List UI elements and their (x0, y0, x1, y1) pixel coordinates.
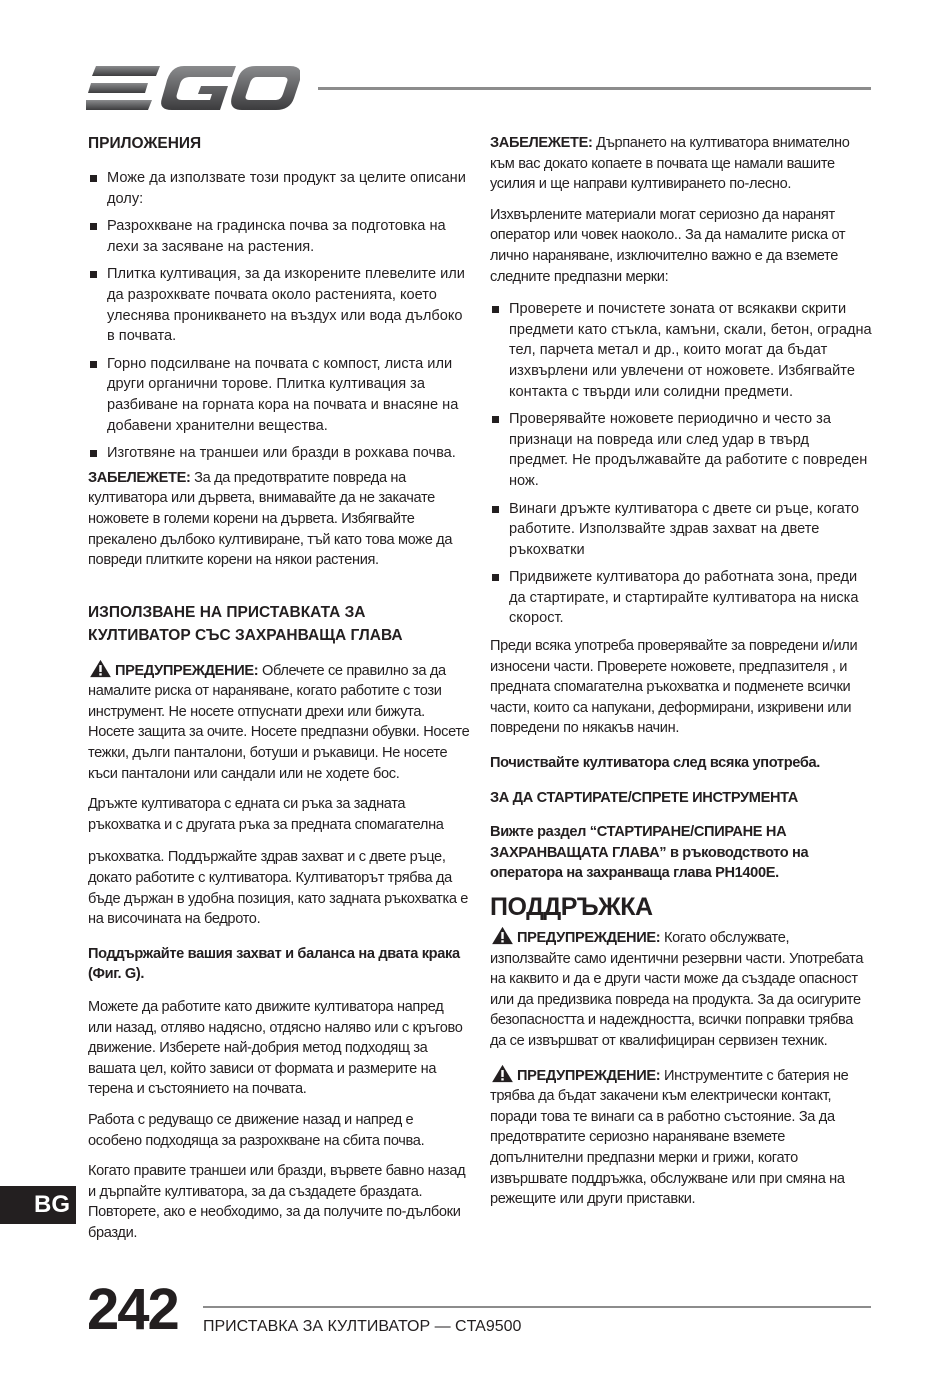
square-bullet-icon (492, 506, 499, 513)
section-heading-applications: ПРИЛОЖЕНИЯ (88, 135, 202, 152)
body-paragraph: Изхвърлените материали могат сериозно да наранят оператор или човек наоколо.. За да намалите риска от лично нараняване, изключително важно е да вземете следните предпазни мерки: (490, 206, 846, 285)
note-label: ЗАБЕЛЕЖЕТЕ: (490, 135, 593, 151)
list-item: Плитка култивация, за да изкорените плевелите или да разрохквате почвата около растенията, което улеснява проникването на въздух или вода дълбоко в почвата. (88, 264, 470, 346)
precautions-list (490, 299, 872, 629)
body-paragraph: Преди всяка употреба проверявайте за повредени и/или износени части. Проверете ножовете, предпазителя , и предната спомагателна ръкохватка и подменете всички части, които са напукани, деформирани, изкривени или повредени по някакъв начин. (490, 638, 858, 737)
square-bullet-icon (492, 574, 499, 581)
header-rule (318, 87, 871, 90)
list-item: Изготвяне на траншеи или бразди в рохкава почва. (88, 443, 470, 464)
page-number: 242 (87, 1277, 178, 1342)
ego-logo (86, 64, 300, 112)
body-paragraph: Когато правите траншеи или бразди, вървете бавно назад и дърпайте култиватора, за да създадете браздата. Повторете, ако е необходимо, за да получите по-дълбоки бразди. (88, 1163, 466, 1241)
list-item: Придвижете култиватора до работната зона, преди да стартирате, и стартирайте култиватора на ниска скорост. (490, 567, 872, 629)
warning-triangle-icon (88, 659, 113, 678)
body-paragraph: Можете да работите като движите култиватора напред или назад, отляво надясно, отдясно наляво или с кръгово движение. Изберете най-добрия метод подходящ за вашата цел, който зависи от формата и размерите на терена и състоянието на почвата. (88, 999, 463, 1098)
right-column (490, 133, 872, 1220)
list-item: Може да използвате този продукт за целите описани долу: (88, 168, 470, 209)
section-heading-usage: ИЗПОЛЗВАНЕ НА ПРИСТАВКАТА ЗА КУЛТИВАТОР СЪС ЗАХРАНВАЩА ГЛАВА (88, 603, 403, 644)
left-column (88, 133, 470, 1254)
note-paragraph: ЗАБЕЛЕЖЕТЕ: Дърпането на култиватора внимателно към вас докато копаете в почвата ще намали вашите усилия и ще направи култивирането по-лесно. (490, 135, 850, 193)
square-bullet-icon (90, 175, 97, 182)
section-heading-start-stop: ЗА ДА СТАРТИРАТЕ/СПРЕТЕ ИНСТРУМЕНТА (490, 789, 798, 806)
square-bullet-icon (492, 306, 499, 313)
list-item: Винаги дръжте култиватора с двете си ръце, когато работите. Използвайте здрав захват на двете ръкохватки (490, 499, 872, 561)
warning-label: ПРЕДУПРЕЖДЕНИЕ: (517, 930, 661, 946)
square-bullet-icon (90, 450, 97, 457)
warning-paragraph: ПРЕДУПРЕЖДЕНИЕ: Облечете се правилно за да намалите риска от нараняване, когато работите с този инструмент. Не носете отпуснати дрехи или бижута. Носете защита за очите. Носете предпазни обувки. Носете тежки, дълги панталони, ботуши и ръкавици. Не носете къси панталони или сандали или не ходете бос. (88, 659, 470, 785)
body-paragraph: ръкохватка. Поддържайте здрав захват и с двете ръце, докато работите с култиватора. Култиваторът трябва да бъде държан в удобна позиция, като задната ръкохватка е на височината на бедрото. (88, 849, 469, 928)
list-item: Проверете и почистете зоната от всякакви скрити предмети като стъкла, камъни, скали, бетон, оградна тел, парчета метал и др., които могат да бъдат изхвърлени или увлечени от ножовете. Избягвайте контакта с твърди или солидни предмети. (490, 299, 872, 402)
body-paragraph: Работа с редуващо се движение назад и напред е особено подходяща за разрохкване на сбита почва. (88, 1111, 425, 1149)
square-bullet-icon (492, 416, 499, 423)
warning-triangle-icon (490, 926, 515, 945)
square-bullet-icon (90, 361, 97, 368)
list-item: Горно подсилване на почвата с компост, листа или други органични торове. Плитка култивация за разбиване на горната кора на почвата и внасяне на добавени хранителни вещества. (88, 354, 470, 436)
language-tab: BG (0, 1186, 76, 1224)
warning-paragraph: ПРЕДУПРЕЖДЕНИЕ: Когато обслужвате, използвайте само идентични резервни части. Употребата на каквито и да е други части може да създаде опасност или да предизвика повреда на продукта. За да осигурите безопасността и надеждността, всички поправки трябва да се извършват от квалифициран сервизен техник. (490, 926, 872, 1052)
section-heading-maintenance: ПОДДРЪЖКА (490, 893, 653, 921)
square-bullet-icon (90, 223, 97, 230)
warning-paragraph: ПРЕДУПРЕЖДЕНИЕ: Инструментите с батерия не трябва да бъдат закачени към електрически контакт, поради това те винаги са в работно състояние. За да предотвратите сериозно нараняване вземете допълнителни предпазни мерки и грижи, когато извършвате поддръжка, обслужване или при смяна на режещите или други приставки. (490, 1064, 872, 1210)
start-stop-reference: Вижте раздел “СТАРТИРАНЕ/СПИРАНЕ НА ЗАХРАНВАЩАТА ГЛАВА” в ръководството на оператора на захранваща глава PH1400E. (490, 824, 809, 882)
warning-label: ПРЕДУПРЕЖДЕНИЕ: (517, 1067, 661, 1084)
list-item: Разрохкване на градинска почва за подготовка на лехи за засяване на растения. (88, 216, 470, 257)
clean-after-use: Почиствайте култиватора след всяка употреба. (490, 755, 820, 772)
applications-list (88, 168, 470, 464)
warning-label: ПРЕДУПРЕЖДЕНИЕ: (115, 662, 259, 679)
footer-title: ПРИСТАВКА ЗА КУЛТИВАТОР — CTA9500 (203, 1318, 522, 1335)
square-bullet-icon (90, 271, 97, 278)
note-paragraph: ЗАБЕЛЕЖЕТЕ: За да предотвратите повреда на култиватора или дървета, внимавайте да не закачате ножовете в големи корени на дърветa. Избягвайте прекалено дълбоко култивиране, тъй като това може да повреди плитките корени на някои растения. (88, 469, 453, 569)
body-paragraph: Дръжте култиватора с едната си ръка за задната ръкохватка и с другата ръка за предната спомагателна (88, 796, 444, 833)
subheading-grip-balance: Поддържайте вашия захват и баланса на двата крака (Фиг. G). (88, 945, 460, 983)
note-label: ЗАБЕЛЕЖЕТЕ: (88, 469, 191, 486)
warning-triangle-icon (490, 1064, 515, 1083)
footer-rule (203, 1306, 871, 1308)
list-item: Проверявайте ножовете периодично и често за признаци на повреда или след удар в твърд предмет. Не продължавайте да работите с повреден нож. (490, 409, 872, 491)
